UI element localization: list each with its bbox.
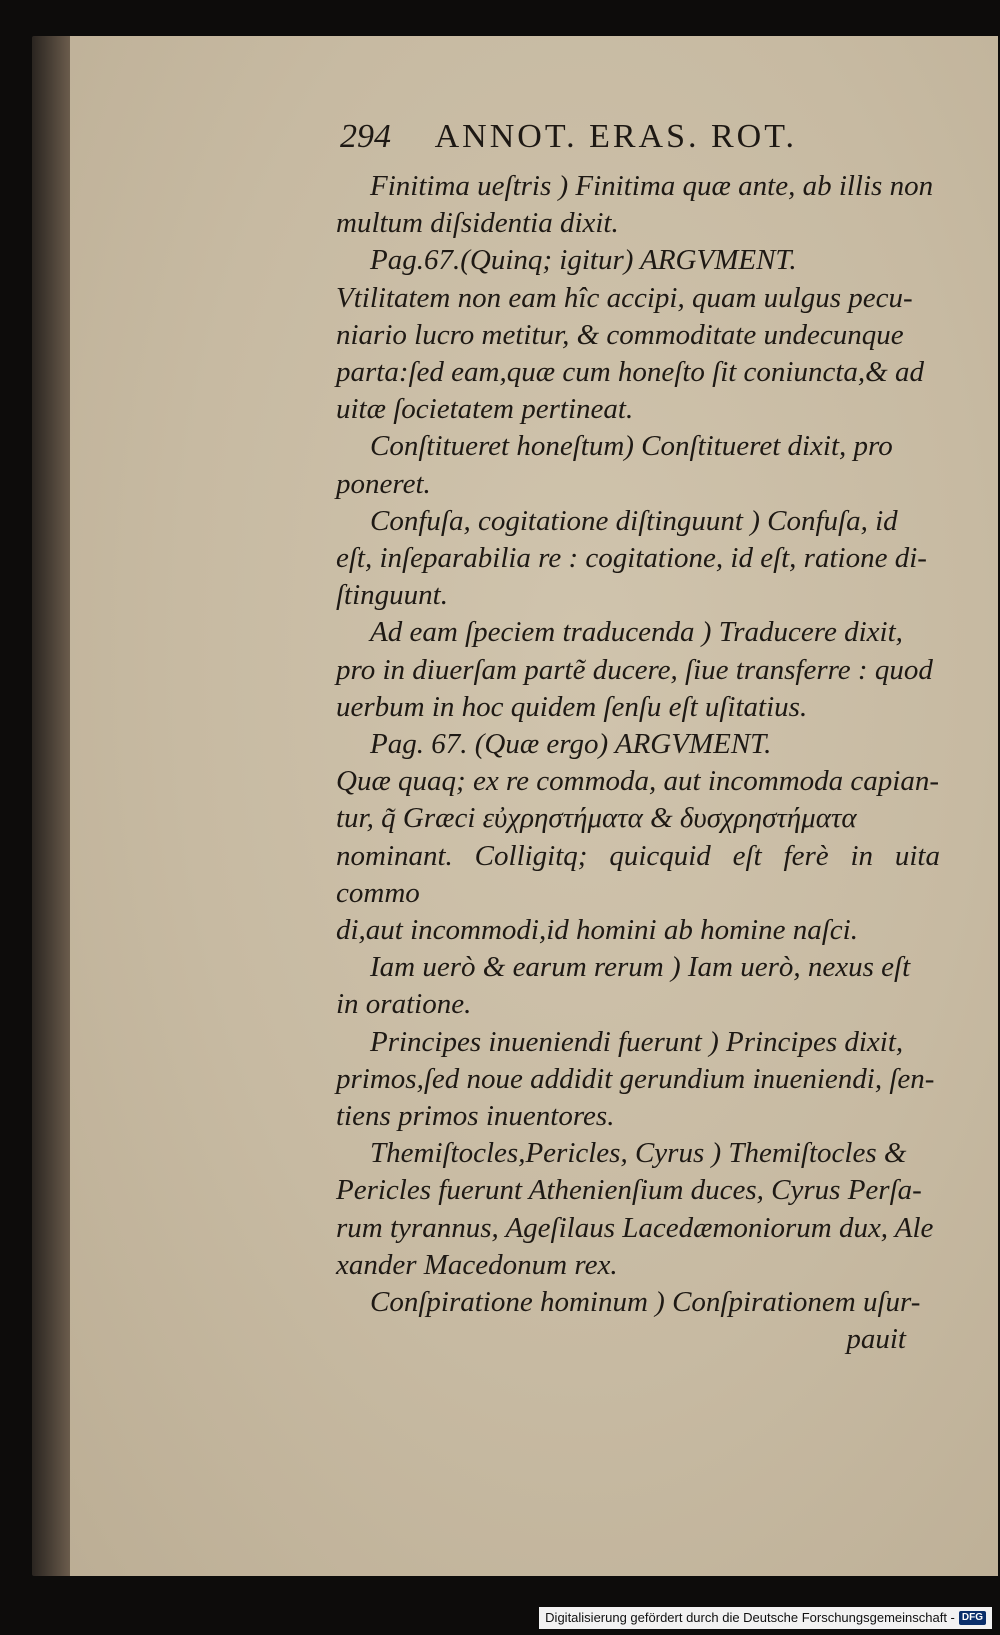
text-line: in oratione. bbox=[336, 988, 472, 1021]
dfg-logo: DFG bbox=[959, 1611, 986, 1625]
running-header bbox=[340, 118, 860, 156]
page-number: 294 bbox=[340, 118, 391, 155]
text-line: tur, q̃ Græci εὐχρηστήματα & δυσχρηστήματα bbox=[336, 802, 857, 835]
text-line: di,aut incommodi,id homini ab homine naſci. bbox=[336, 914, 858, 947]
text-line: Pag. 67. (Quæ ergo) ARGVMENT. bbox=[370, 728, 772, 761]
text-line: Ad eam ſpeciem traducenda ) Traducere dixit, bbox=[370, 616, 903, 649]
text-line: primos,ſed noue addidit gerundium inueniendi, ſen- bbox=[336, 1062, 935, 1095]
text-line: xander Macedonum rex. bbox=[336, 1248, 618, 1281]
text-line: Conſtitueret honeſtum) Conſtitueret dixit, pro bbox=[370, 430, 893, 463]
text-line: eſt, inſeparabilia re : cogitatione, id eſt, ratione di- bbox=[336, 542, 927, 575]
text-line: parta:ſed eam,quæ cum honeſto ſit coniuncta,& ad bbox=[336, 356, 924, 389]
digitization-credit bbox=[539, 1607, 992, 1629]
text-line: Finitima ueſtris ) Finitima quæ ante, ab illis non bbox=[370, 170, 934, 202]
text-line: multum diſsidentia dixit. bbox=[336, 207, 619, 240]
text-line: rum tyrannus, Ageſilaus Lacedæmoniorum dux, Ale bbox=[336, 1211, 934, 1244]
text-line: Themiſtocles,Pericles, Cyrus ) Themiſtocles & bbox=[370, 1137, 907, 1170]
text-line: poneret. bbox=[336, 467, 431, 500]
text-line: niario lucro metitur, & commoditate undecunque bbox=[336, 318, 904, 351]
running-head-title: ANNOT. ERAS. ROT. bbox=[434, 118, 797, 155]
text-line: nominant. Colligitq; quicquid eſt ferè in uita commo bbox=[336, 839, 940, 909]
text-line: Iam uerò & earum rerum ) Iam uerò, nexus eſt bbox=[370, 951, 911, 984]
text-line: ſtinguunt. bbox=[336, 579, 448, 612]
text-line: uerbum in hoc quidem ſenſu eſt uſitatius. bbox=[336, 690, 808, 723]
text-line: Pag.67.(Quinq; igitur) ARGVMENT. bbox=[370, 244, 797, 277]
text-line: Conſpiratione hominum ) Conſpirationem uſur- bbox=[370, 1286, 921, 1319]
text-line: Confuſa, cogitatione diſtinguunt ) Confuſa, id bbox=[370, 504, 898, 537]
text-line: uitæ ſocietatem pertineat. bbox=[336, 393, 634, 426]
text-line: Vtilitatem non eam hîc accipi, quam uulgus pecu- bbox=[336, 281, 913, 314]
text-line: Quæ quaq; ex re commoda, aut incommoda capian- bbox=[336, 765, 939, 798]
page-body bbox=[336, 168, 940, 1359]
text-line: Pericles fuerunt Athenienſium duces, Cyrus Perſa- bbox=[336, 1174, 922, 1207]
credit-text: Digitalisierung gefördert durch die Deutsche Forschungsgemeinschaft - bbox=[545, 1610, 955, 1625]
catchword: pauit bbox=[846, 1323, 906, 1356]
text-line: Principes inueniendi fuerunt ) Principes dixit, bbox=[370, 1025, 904, 1058]
text-line: tiens primos inuentores. bbox=[336, 1100, 615, 1133]
text-line: pro in diuerſam partẽ ducere, ſiue transferre : quod bbox=[336, 653, 933, 686]
